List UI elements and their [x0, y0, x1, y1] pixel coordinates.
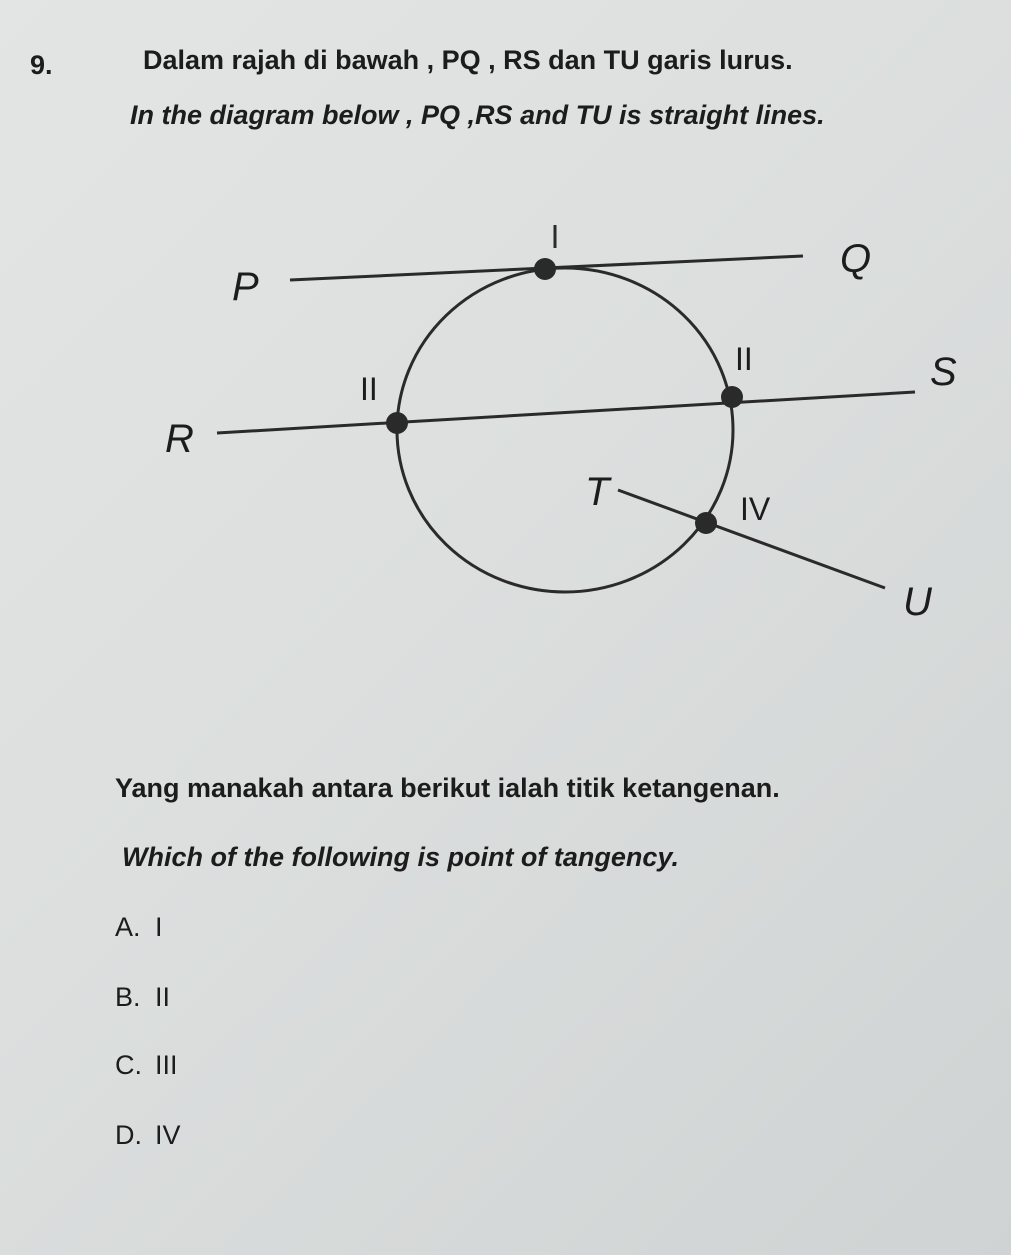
line-rs — [217, 392, 915, 433]
option-d-value: IV — [155, 1120, 181, 1150]
point-ii-right — [721, 386, 743, 408]
option-c[interactable] — [115, 1050, 178, 1081]
option-d-letter: D. — [115, 1120, 142, 1150]
option-d[interactable] — [115, 1120, 181, 1151]
point-iv — [695, 512, 717, 534]
point-i — [534, 258, 556, 280]
label-point-ii-right: II — [735, 341, 753, 377]
point-ii-left — [386, 412, 408, 434]
label-t: T — [585, 470, 610, 514]
option-c-value: III — [155, 1050, 178, 1080]
question-stem-malay: Dalam rajah di bawah , PQ , RS dan TU garis lurus. — [143, 45, 793, 75]
label-q: Q — [840, 237, 872, 281]
option-c-letter: C. — [115, 1050, 142, 1080]
question-stem-english: In the diagram below , PQ ,RS and TU is straight lines. — [130, 100, 825, 130]
label-s: S — [930, 350, 957, 394]
option-a[interactable] — [115, 912, 163, 943]
option-a-letter: A. — [115, 912, 141, 942]
label-point-iv: IV — [740, 491, 771, 527]
label-point-ii-left: II — [360, 371, 378, 407]
question-number: 9. — [30, 50, 53, 80]
circle — [397, 268, 733, 592]
option-b[interactable] — [115, 982, 170, 1013]
label-r: R — [165, 417, 194, 461]
option-b-value: II — [155, 982, 171, 1012]
prompt-english: Which of the following is point of tangency. — [122, 842, 679, 872]
option-b-letter: B. — [115, 982, 141, 1012]
prompt-malay: Yang manakah antara berikut ialah titik ketangenan. — [115, 773, 780, 803]
label-p: P — [232, 265, 259, 309]
option-a-value: I — [155, 912, 163, 942]
label-u: U — [903, 580, 932, 624]
